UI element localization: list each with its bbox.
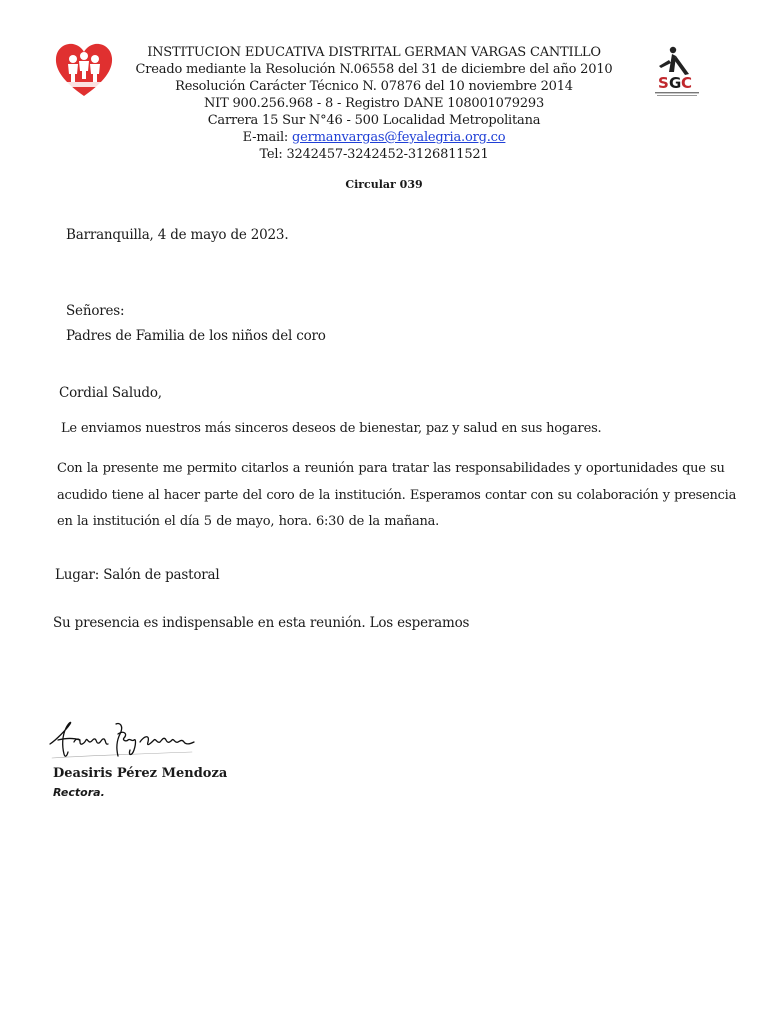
nit-registry: NIT 900.256.968 - 8 - Registro DANE 108001079293 xyxy=(203,96,545,111)
email-label: E-mail: xyxy=(242,130,289,145)
email-link[interactable]: germanvargas@feyalegria.org.co xyxy=(292,130,506,145)
fe-y-alegria-logo xyxy=(54,42,114,98)
heart-logo-icon xyxy=(54,42,114,98)
svg-text:C: C xyxy=(681,74,693,92)
meeting-place: Lugar: Salón de pastoral xyxy=(55,567,220,583)
address: Carrera 15 Sur N°46 - 500 Localidad Metropolitana xyxy=(207,113,541,128)
paragraph-line: en la institución el día 5 de mayo, hora. 6:30 de la mañana. xyxy=(57,514,439,529)
technical-resolution: Resolución Carácter Técnico N. 07876 del 10 noviembre 2014 xyxy=(175,79,573,94)
salutation-to: Señores: xyxy=(66,303,125,319)
main-paragraph xyxy=(57,456,737,536)
paragraph-line: acudido tiene al hacer parte del coro de la institución. Esperamos contar con su colaboración y presencia xyxy=(57,487,737,503)
closing: Su presencia es indispensable en esta reunión. Los esperamos xyxy=(53,615,470,631)
letterhead xyxy=(120,44,628,163)
letter-date: Barranquilla, 4 de mayo de 2023. xyxy=(66,227,289,243)
circular-title: Circular 039 xyxy=(345,178,423,191)
svg-text:S: S xyxy=(658,74,669,92)
recipients: Padres de Familia de los niños del coro xyxy=(66,328,326,344)
signature-icon xyxy=(44,712,204,768)
svg-text:G: G xyxy=(669,74,682,92)
handwritten-signature xyxy=(44,712,204,768)
wishes: Le enviamos nuestros más sinceros deseos de bienestar, paz y salud en sus hogares. xyxy=(61,421,602,436)
creation-resolution: Creado mediante la Resolución N.06558 del 31 de diciembre del año 2010 xyxy=(135,62,613,77)
signer-name: Deasiris Pérez Mendoza xyxy=(53,766,228,781)
paragraph-line: Con la presente me permito citarlos a reunión para tratar las responsabilidades y oportunidades que su xyxy=(57,461,725,476)
email-line xyxy=(120,129,628,146)
sgc-logo-icon xyxy=(645,44,709,100)
greeting: Cordial Saludo, xyxy=(59,385,162,401)
institution-name: INSTITUCION EDUCATIVA DISTRITAL GERMAN VARGAS CANTILLO xyxy=(147,45,601,60)
sgc-logo xyxy=(645,44,709,100)
signer-role: Rectora. xyxy=(53,786,105,799)
phone: Tel: 3242457-3242452-3126811521 xyxy=(259,147,489,162)
